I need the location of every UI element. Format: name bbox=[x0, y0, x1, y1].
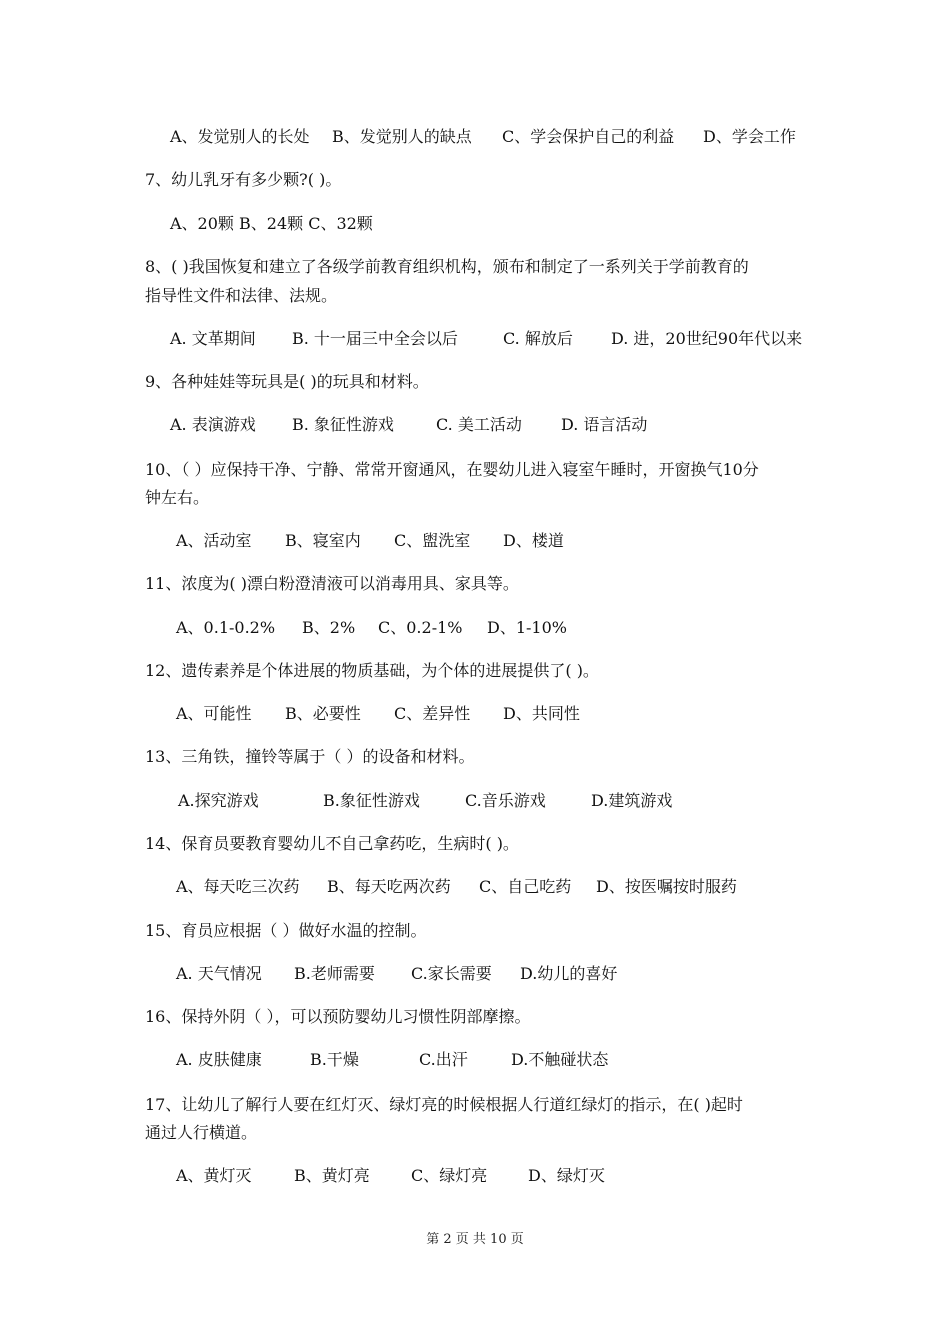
q6-option-a: A、发觉别人的长处 bbox=[170, 127, 310, 146]
question-10-line-1: 10、（ ）应保持干净、宁静、常常开窗通风，在婴幼儿进入寝室午睡时，开窗换气10分 bbox=[145, 460, 759, 479]
q15-option-b: B.老师需要 bbox=[294, 964, 375, 983]
question-15: 15、育员应根据（ ）做好水温的控制。 bbox=[145, 921, 427, 940]
question-17-line-1: 17、让幼儿了解行人要在红灯灭、绿灯亮的时候根据人行道红绿灯的指示，在( )起时 bbox=[145, 1095, 743, 1114]
question-17-line-2: 通过人行横道。 bbox=[145, 1123, 258, 1142]
question-7: 7、幼儿乳牙有多少颗?( )。 bbox=[145, 170, 342, 189]
q13-option-b: B.象征性游戏 bbox=[323, 791, 420, 810]
question-11: 11、浓度为( )漂白粉澄清液可以消毒用具、家具等。 bbox=[145, 574, 519, 593]
q14-option-b: B、每天吃两次药 bbox=[327, 877, 451, 896]
q17-option-a: A、黄灯灭 bbox=[176, 1166, 252, 1185]
q14-option-c: C、自己吃药 bbox=[479, 877, 572, 896]
q8-option-b: B. 十一届三中全会以后 bbox=[292, 329, 458, 348]
q10-option-a: A、活动室 bbox=[176, 531, 252, 550]
q14-option-d: D、按医嘱按时服药 bbox=[596, 877, 737, 896]
q17-option-b: B、黄灯亮 bbox=[294, 1166, 370, 1185]
q16-option-c: C.出汗 bbox=[419, 1050, 468, 1069]
q14-option-a: A、每天吃三次药 bbox=[176, 877, 300, 896]
q15-option-c: C.家长需要 bbox=[411, 964, 492, 983]
q12-option-a: A、可能性 bbox=[176, 704, 252, 723]
question-14: 14、保育员要教育婴幼儿不自己拿药吃，生病时( )。 bbox=[145, 834, 519, 853]
q13-option-c: C.音乐游戏 bbox=[465, 791, 546, 810]
q6-option-b: B、发觉别人的缺点 bbox=[332, 127, 472, 146]
q12-option-c: C、差异性 bbox=[394, 704, 471, 723]
q16-option-d: D.不触碰状态 bbox=[511, 1050, 609, 1069]
q12-option-b: B、必要性 bbox=[285, 704, 361, 723]
q16-option-b: B.干燥 bbox=[310, 1050, 359, 1069]
q6-option-c: C、学会保护自己的利益 bbox=[502, 127, 675, 146]
q10-option-d: D、楼道 bbox=[503, 531, 564, 550]
question-13: 13、三角铁，撞铃等属于（ ）的设备和材料。 bbox=[145, 747, 475, 766]
q9-option-a: A. 表演游戏 bbox=[170, 415, 256, 434]
q16-option-a: A. 皮肤健康 bbox=[176, 1050, 262, 1069]
q15-option-d: D.幼儿的喜好 bbox=[520, 964, 618, 983]
question-9: 9、各种娃娃等玩具是( )的玩具和材料。 bbox=[145, 372, 429, 391]
q13-option-d: D.建筑游戏 bbox=[591, 791, 673, 810]
q11-option-b: B、2% bbox=[302, 618, 356, 637]
question-12: 12、遗传素养是个体进展的物质基础，为个体的进展提供了( )。 bbox=[145, 661, 599, 680]
q10-option-c: C、盥洗室 bbox=[394, 531, 471, 550]
q13-option-a: A.探究游戏 bbox=[178, 791, 259, 810]
q11-option-d: D、1-10% bbox=[487, 618, 567, 637]
page-footer: 第 2 页 共 10 页 bbox=[426, 1232, 524, 1247]
q10-option-b: B、寝室内 bbox=[285, 531, 361, 550]
q15-option-a: A. 天气情况 bbox=[176, 964, 262, 983]
q8-option-a: A. 文革期间 bbox=[170, 329, 256, 348]
q8-option-d: D. 进，20世纪90年代以来 bbox=[611, 329, 803, 348]
q9-option-b: B. 象征性游戏 bbox=[292, 415, 394, 434]
q6-option-d: D、学会工作 bbox=[703, 127, 796, 146]
q11-option-a: A、0.1-0.2% bbox=[176, 618, 276, 637]
q8-option-c: C. 解放后 bbox=[503, 329, 573, 348]
q9-option-d: D. 语言活动 bbox=[561, 415, 648, 434]
question-7-options: A、20颗 B、24颗 C、32颗 bbox=[170, 214, 373, 233]
q17-option-c: C、绿灯亮 bbox=[411, 1166, 488, 1185]
question-10-line-2: 钟左右。 bbox=[145, 488, 210, 507]
q17-option-d: D、绿灯灭 bbox=[528, 1166, 605, 1185]
question-16: 16、保持外阴（ ），可以预防婴幼儿习惯性阴部摩擦。 bbox=[145, 1007, 531, 1026]
q9-option-c: C. 美工活动 bbox=[436, 415, 522, 434]
q11-option-c: C、0.2-1% bbox=[378, 618, 463, 637]
question-8-line-1: 8、( )我国恢复和建立了各级学前教育组织机构，颁布和制定了一系列关于学前教育的 bbox=[145, 257, 749, 276]
question-8-line-2: 指导性文件和法律、法规。 bbox=[145, 286, 338, 305]
q12-option-d: D、共同性 bbox=[503, 704, 580, 723]
